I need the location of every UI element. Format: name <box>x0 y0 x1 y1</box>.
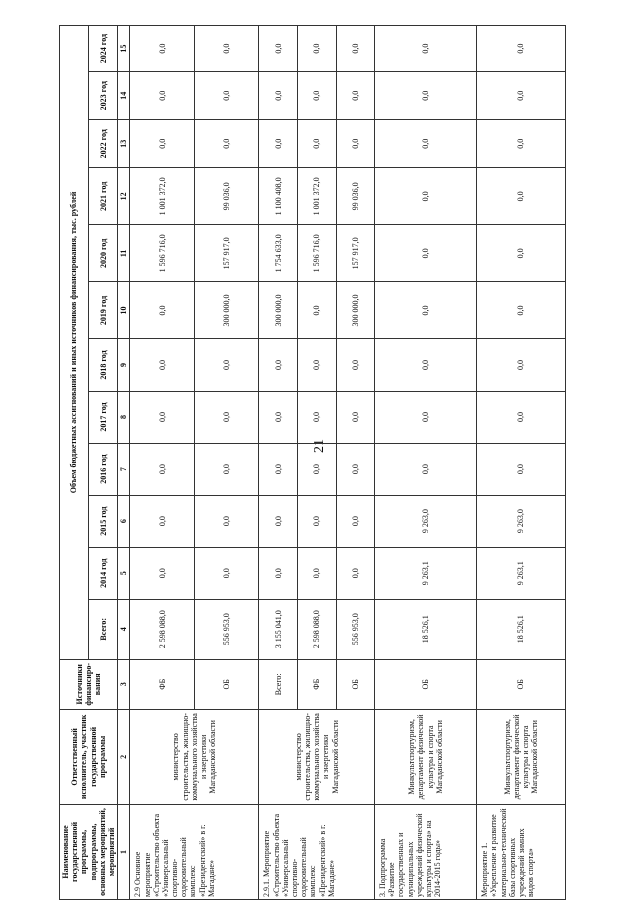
row-year-value: 0,0 <box>297 547 336 599</box>
header-year: 2019 год <box>89 282 118 339</box>
budget-table <box>59 25 566 900</box>
row-year-value: 0,0 <box>297 443 336 495</box>
row-year-value: 9 263,1 <box>375 547 477 599</box>
row-year-value: 0,0 <box>130 26 195 72</box>
row-year-value: 0,0 <box>477 225 566 282</box>
row-year-value: 0,0 <box>336 443 375 495</box>
row-year-value: 0,0 <box>477 443 566 495</box>
row-year-value: 0,0 <box>336 72 375 120</box>
row-year-value: 0,0 <box>477 168 566 225</box>
row-year-value: 0,0 <box>259 391 298 443</box>
header-source: Источники финансиро- вания <box>60 659 118 709</box>
table-row <box>130 26 195 900</box>
row-year-value: 0,0 <box>336 547 375 599</box>
row-total: 18 526,1 <box>375 599 477 659</box>
row-name: Мероприятие 1. «Укрепление и развитие материально-технической базы спортивных учреждений зимних видов спорта» <box>477 804 566 899</box>
column-number: 13 <box>118 120 130 168</box>
row-total: 3 155 041,0 <box>259 599 298 659</box>
column-number: 6 <box>118 495 130 547</box>
header-volume: Объем бюджетных ассигнований и иных источников финансирования, тыс. рублей <box>60 26 89 660</box>
row-year-value: 0,0 <box>259 120 298 168</box>
row-year-value: 0,0 <box>297 339 336 391</box>
column-number: 2 <box>118 709 130 804</box>
row-year-value: 0,0 <box>297 120 336 168</box>
header-year: 2020 год <box>89 225 118 282</box>
header-year: 2016 год <box>89 443 118 495</box>
row-year-value: 0,0 <box>336 495 375 547</box>
header-year: 2018 год <box>89 339 118 391</box>
row-year-value: 0,0 <box>375 225 477 282</box>
row-responsible: министерство строительства, жилищно-коммунального хозяйства и энергетики Магаданской области <box>130 709 259 804</box>
header-year: 2023 год <box>89 72 118 120</box>
row-year-value: 157 917,0 <box>336 225 375 282</box>
row-source: Всего: <box>259 659 298 709</box>
row-year-value: 0,0 <box>194 120 259 168</box>
row-responsible: Минкультспортуризм, департамент физической культуры и спорта Магаданской области <box>375 709 477 804</box>
column-number: 10 <box>118 282 130 339</box>
row-year-value: 0,0 <box>194 443 259 495</box>
row-year-value: 99 036,0 <box>336 168 375 225</box>
row-year-value: 0,0 <box>130 495 195 547</box>
row-year-value: 0,0 <box>297 72 336 120</box>
row-year-value: 0,0 <box>130 72 195 120</box>
row-source: ОБ <box>375 659 477 709</box>
row-year-value: 1 596 716,0 <box>297 225 336 282</box>
row-year-value: 0,0 <box>130 282 195 339</box>
column-number-row <box>118 26 130 900</box>
row-year-value: 1 001 372,0 <box>297 168 336 225</box>
row-year-value: 0,0 <box>477 282 566 339</box>
column-number: 4 <box>118 599 130 659</box>
row-year-value: 0,0 <box>375 72 477 120</box>
header-year: 2022 год <box>89 120 118 168</box>
row-year-value: 0,0 <box>259 72 298 120</box>
row-year-value: 0,0 <box>297 282 336 339</box>
row-year-value: 0,0 <box>375 168 477 225</box>
column-number: 11 <box>118 225 130 282</box>
table-row <box>259 26 298 900</box>
row-year-value: 0,0 <box>336 391 375 443</box>
row-year-value: 1 100 408,0 <box>259 168 298 225</box>
table-body <box>130 26 565 900</box>
row-year-value: 0,0 <box>477 120 566 168</box>
header-year: 2014 год <box>89 547 118 599</box>
header-year: 2015 год <box>89 495 118 547</box>
page-number: 21 <box>312 439 327 453</box>
row-year-value: 0,0 <box>375 339 477 391</box>
row-year-value: 0,0 <box>297 391 336 443</box>
header-year: 2017 год <box>89 391 118 443</box>
column-number: 7 <box>118 443 130 495</box>
row-year-value: 300 000,0 <box>259 282 298 339</box>
row-year-value: 9 263,1 <box>477 547 566 599</box>
row-source: ОБ <box>194 659 259 709</box>
row-year-value: 0,0 <box>259 443 298 495</box>
row-total: 556 953,0 <box>336 599 375 659</box>
row-year-value: 0,0 <box>259 495 298 547</box>
row-year-value: 0,0 <box>130 443 195 495</box>
row-year-value: 0,0 <box>375 26 477 72</box>
column-number: 5 <box>118 547 130 599</box>
header-total: Всего: <box>89 599 118 659</box>
header-year: 2021 год <box>89 168 118 225</box>
budget-table-rotated <box>59 25 540 900</box>
row-year-value: 0,0 <box>194 495 259 547</box>
row-year-value: 157 917,0 <box>194 225 259 282</box>
row-year-value: 1 001 372,0 <box>130 168 195 225</box>
row-year-value: 9 263,0 <box>477 495 566 547</box>
table-row <box>375 26 477 900</box>
row-source: ФБ <box>297 659 336 709</box>
row-year-value: 0,0 <box>194 547 259 599</box>
row-source: ОБ <box>477 659 566 709</box>
row-total: 556 953,0 <box>194 599 259 659</box>
row-year-value: 300 000,0 <box>194 282 259 339</box>
row-year-value: 0,0 <box>194 72 259 120</box>
row-responsible: Минкультспортуризм, департамент физической культуры и спорта Магаданской области <box>477 709 566 804</box>
row-year-value: 1 754 633,0 <box>259 225 298 282</box>
row-year-value: 9 263,0 <box>375 495 477 547</box>
row-year-value: 0,0 <box>477 26 566 72</box>
column-number: 1 <box>118 804 130 899</box>
row-year-value: 0,0 <box>375 391 477 443</box>
row-year-value: 0,0 <box>336 120 375 168</box>
row-total: 2 598 088,0 <box>297 599 336 659</box>
row-name: 2.9.1. Мероприятие «Строительство объекта «Универсальный спортивно-оздоровительный комплекс «Президентский» в г. Магадане» <box>259 804 375 899</box>
row-year-value: 1 596 716,0 <box>130 225 195 282</box>
row-year-value: 0,0 <box>336 26 375 72</box>
column-number: 9 <box>118 339 130 391</box>
row-year-value: 0,0 <box>477 72 566 120</box>
row-year-value: 0,0 <box>130 391 195 443</box>
column-number: 8 <box>118 391 130 443</box>
header-row-1 <box>60 26 89 900</box>
row-year-value: 0,0 <box>194 339 259 391</box>
row-name: 3. Подпрограмма «Развитие государственных и муниципальных учреждений физической культуры и спорта» на 2014-2015 годы» <box>375 804 477 899</box>
row-year-value: 0,0 <box>477 339 566 391</box>
row-year-value: 0,0 <box>130 547 195 599</box>
column-number: 15 <box>118 26 130 72</box>
row-year-value: 0,0 <box>259 547 298 599</box>
row-year-value: 99 036,0 <box>194 168 259 225</box>
header-name: Наименование государственной программы, подпрограммы, основных мероприятий, мероприятий <box>60 804 118 899</box>
row-total: 18 526,1 <box>477 599 566 659</box>
row-year-value: 0,0 <box>375 120 477 168</box>
row-name: 2.9 Основное мероприятие «Строительство объекта «Универсальный спортивно-оздоровительный комплекс «Президентский» в г. Магадане» <box>130 804 259 899</box>
column-number: 14 <box>118 72 130 120</box>
row-year-value: 0,0 <box>375 282 477 339</box>
row-year-value: 0,0 <box>130 339 195 391</box>
header-year: 2024 год <box>89 26 118 72</box>
column-number: 12 <box>118 168 130 225</box>
column-number: 3 <box>118 659 130 709</box>
row-year-value: 300 000,0 <box>336 282 375 339</box>
header-responsible: Ответственный исполнитель, участник государственной программы <box>60 709 118 804</box>
row-year-value: 0,0 <box>297 26 336 72</box>
row-source: ФБ <box>130 659 195 709</box>
row-year-value: 0,0 <box>259 26 298 72</box>
row-year-value: 0,0 <box>375 443 477 495</box>
row-year-value: 0,0 <box>336 339 375 391</box>
row-year-value: 0,0 <box>259 339 298 391</box>
row-source: ОБ <box>336 659 375 709</box>
row-total: 2 598 088,0 <box>130 599 195 659</box>
row-year-value: 0,0 <box>194 26 259 72</box>
table-row <box>477 26 566 900</box>
row-year-value: 0,0 <box>194 391 259 443</box>
row-year-value: 0,0 <box>130 120 195 168</box>
row-responsible: министерство строительства, жилищно-коммунального хозяйства и энергетики Магаданской области <box>259 709 375 804</box>
row-year-value: 0,0 <box>297 495 336 547</box>
row-year-value: 0,0 <box>477 391 566 443</box>
